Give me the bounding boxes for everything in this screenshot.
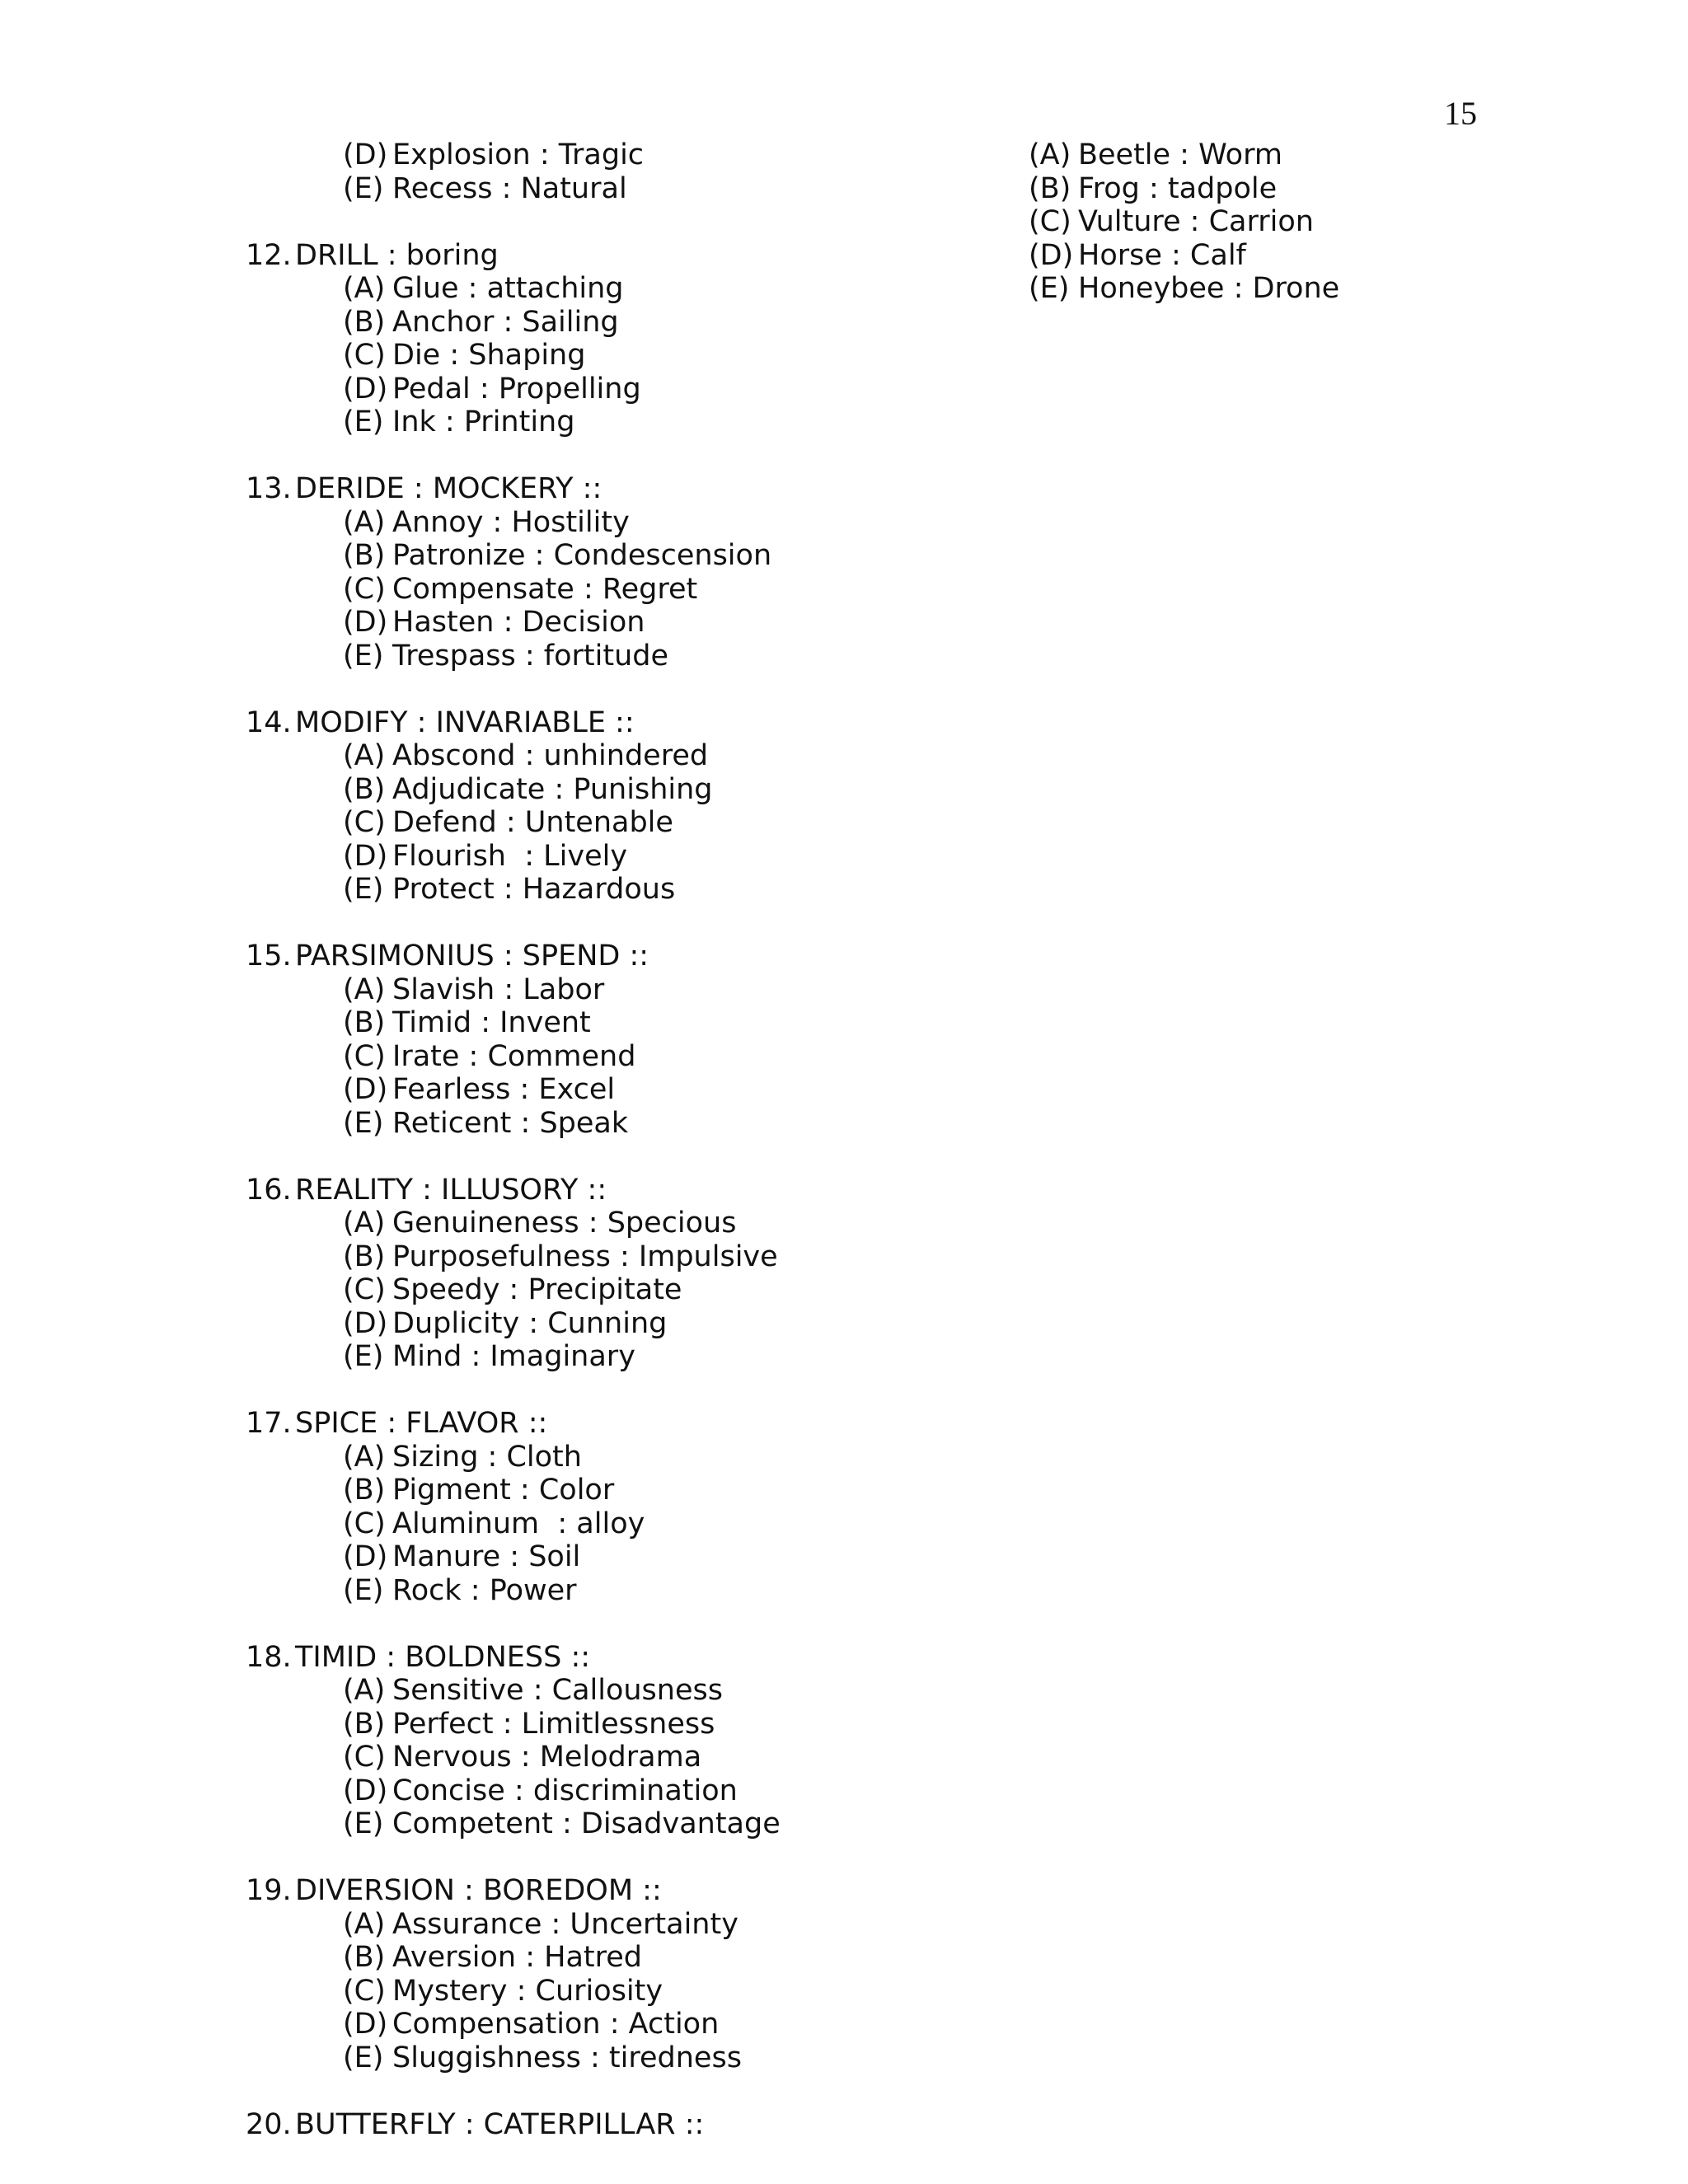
- option-text: Abscond : unhindered: [392, 739, 709, 772]
- option-label: (D): [343, 606, 388, 639]
- option-text: Rock : Power: [392, 1573, 577, 1607]
- option-text: Ink : Printing: [392, 405, 575, 438]
- option-text: Aluminum : alloy: [392, 1507, 645, 1540]
- question-number: 12.: [246, 238, 292, 272]
- option-label: (A): [343, 272, 386, 305]
- option-text: Reticent : Speak: [392, 1106, 629, 1140]
- option-label: (A): [343, 1440, 386, 1474]
- option-label: (E): [343, 405, 384, 438]
- question-text: TIMID : BOLDNESS ::: [295, 1640, 591, 1674]
- question-text: PARSIMONIUS : SPEND ::: [295, 940, 649, 972]
- option-label: (C): [1029, 205, 1071, 238]
- option-label: (B): [343, 539, 386, 572]
- question-number: 18.: [246, 1640, 292, 1674]
- option-text: Sizing : Cloth: [392, 1440, 582, 1474]
- question-number: 15.: [246, 940, 292, 972]
- option-label: (A): [343, 505, 386, 539]
- option-text: Vulture : Carrion: [1078, 205, 1314, 238]
- question-number: 17.: [246, 1407, 292, 1440]
- option-label: (B): [343, 1474, 386, 1507]
- option-label: (C): [343, 1507, 386, 1540]
- option-label: (E): [343, 2041, 384, 2074]
- option-text: Compensate : Regret: [392, 572, 698, 606]
- option-text: Recess : Natural: [392, 171, 627, 205]
- option-text: Patronize : Condescension: [392, 539, 772, 572]
- option-text: Genuineness : Specious: [392, 1207, 737, 1240]
- option-label: (E): [343, 639, 384, 673]
- option-label: (A): [1029, 138, 1071, 171]
- option-text: Frog : tadpole: [1078, 171, 1278, 205]
- question-text: REALITY : ILLUSORY ::: [295, 1173, 607, 1207]
- option-text: Pedal : Propelling: [392, 372, 641, 405]
- option-text: Aversion : Hatred: [392, 1941, 642, 1974]
- option-label: (B): [343, 1707, 386, 1741]
- option-text: Die : Shaping: [392, 339, 586, 372]
- option-label: (D): [343, 839, 388, 873]
- option-text: Sensitive : Callousness: [392, 1674, 723, 1707]
- option-label: (A): [343, 1674, 386, 1707]
- option-label: (D): [1029, 238, 1074, 272]
- option-text: Trespass : fortitude: [392, 639, 669, 673]
- option-label: (E): [343, 1807, 384, 1840]
- option-label: (E): [343, 873, 384, 906]
- option-label: (C): [343, 1974, 386, 2008]
- question-number: 14.: [246, 705, 292, 739]
- option-text: Anchor : Sailing: [392, 305, 619, 339]
- question-number: 13.: [246, 472, 292, 505]
- option-text: Honeybee : Drone: [1078, 272, 1340, 305]
- option-text: Timid : Invent: [392, 1006, 591, 1039]
- question-text: BUTTERFLY : CATERPILLAR ::: [295, 2107, 705, 2141]
- option-label: (E): [343, 1106, 384, 1140]
- option-label: (D): [343, 138, 388, 171]
- option-text: Beetle : Worm: [1078, 138, 1282, 171]
- question-text: MODIFY : INVARIABLE ::: [295, 705, 635, 739]
- option-label: (E): [343, 1340, 384, 1373]
- option-text: Pigment : Color: [392, 1474, 615, 1507]
- option-label: (B): [343, 305, 386, 339]
- option-label: (D): [343, 1306, 388, 1340]
- option-label: (E): [343, 1573, 384, 1607]
- option-text: Mind : Imaginary: [392, 1340, 635, 1373]
- option-label: (C): [343, 1741, 386, 1774]
- option-label: (C): [343, 806, 386, 839]
- option-label: (B): [343, 772, 386, 806]
- option-label: (B): [343, 1006, 386, 1039]
- option-label: (B): [343, 1240, 386, 1273]
- option-text: Adjudicate : Punishing: [392, 772, 713, 806]
- option-label: (B): [343, 1941, 386, 1974]
- option-label: (C): [343, 339, 386, 372]
- option-label: (C): [343, 1039, 386, 1073]
- page-number: 15: [1444, 95, 1477, 132]
- option-text: Duplicity : Cunning: [392, 1306, 668, 1340]
- option-label: (D): [343, 1073, 388, 1106]
- option-label: (C): [343, 572, 386, 606]
- option-text: Mystery : Curiosity: [392, 1974, 663, 2008]
- question-text: DERIDE : MOCKERY ::: [295, 472, 603, 505]
- option-text: Assurance : Uncertainty: [392, 1907, 738, 1941]
- question-text: SPICE : FLAVOR ::: [295, 1407, 548, 1440]
- option-label: (A): [343, 1907, 386, 1941]
- option-text: Irate : Commend: [392, 1039, 636, 1073]
- option-label: (A): [343, 972, 386, 1006]
- option-label: (A): [343, 1207, 386, 1240]
- question-number: 20.: [246, 2107, 292, 2141]
- option-text: Fearless : Excel: [392, 1073, 616, 1106]
- option-text: Explosion : Tragic: [392, 138, 645, 171]
- option-text: Flourish : Lively: [392, 839, 628, 873]
- option-text: Sluggishness : tiredness: [392, 2041, 742, 2074]
- option-text: Nervous : Melodrama: [392, 1741, 702, 1774]
- option-text: Compensation : Action: [392, 2008, 720, 2041]
- option-text: Slavish : Labor: [392, 972, 605, 1006]
- option-label: (E): [343, 171, 384, 205]
- option-text: Annoy : Hostility: [392, 505, 630, 539]
- option-label: (B): [1029, 171, 1071, 205]
- option-text: Horse : Calf: [1078, 238, 1246, 272]
- option-label: (A): [343, 739, 386, 772]
- option-text: Concise : discrimination: [392, 1774, 738, 1807]
- option-text: Glue : attaching: [392, 272, 624, 305]
- option-text: Protect : Hazardous: [392, 873, 676, 906]
- question-number: 16.: [246, 1173, 292, 1207]
- option-text: Speedy : Precipitate: [392, 1273, 682, 1306]
- option-label: (D): [343, 2008, 388, 2041]
- option-label: (C): [343, 1273, 386, 1306]
- question-text: DRILL : boring: [295, 238, 499, 272]
- option-label: (E): [1029, 272, 1070, 305]
- option-text: Hasten : Decision: [392, 606, 645, 639]
- option-text: Purposefulness : Impulsive: [392, 1240, 778, 1273]
- question-number: 19.: [246, 1874, 292, 1907]
- question-text: DIVERSION : BOREDOM ::: [295, 1874, 662, 1907]
- option-label: (D): [343, 372, 388, 405]
- option-label: (D): [343, 1774, 388, 1807]
- option-text: Defend : Untenable: [392, 806, 673, 839]
- option-text: Competent : Disadvantage: [392, 1807, 781, 1840]
- option-label: (D): [343, 1540, 388, 1573]
- option-text: Perfect : Limitlessness: [392, 1707, 715, 1741]
- option-text: Manure : Soil: [392, 1540, 581, 1573]
